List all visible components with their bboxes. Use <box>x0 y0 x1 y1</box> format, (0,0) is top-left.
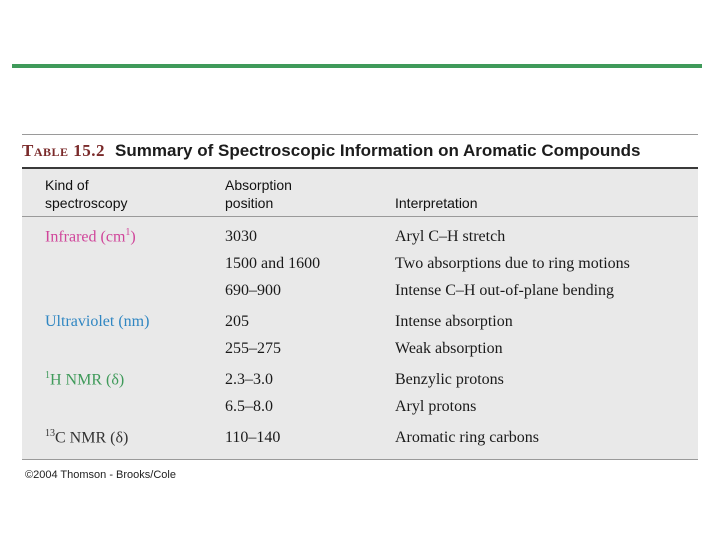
header-kind: Kind of spectroscopy <box>45 177 128 211</box>
interpretation-cell: Two absorptions due to ring motions <box>395 254 630 272</box>
spectroscopy-kind-cell <box>22 370 225 389</box>
absorption-position-cell: 110–140 <box>225 428 281 446</box>
absorption-position-cell: 3030 <box>225 227 257 245</box>
table-row <box>22 250 698 277</box>
spectroscopy-kind-label: C NMR (δ) <box>55 429 129 447</box>
table-number: Table 15.2 <box>22 141 106 160</box>
isotope-superscript: 13 <box>45 427 55 439</box>
interpretation-cell: Aryl protons <box>395 397 477 415</box>
interpretation-cell: Aromatic ring carbons <box>395 428 539 446</box>
spectroscopy-kind-label: H NMR (δ) <box>50 371 125 389</box>
header-position: Absorption position <box>225 177 292 211</box>
interpretation-cell: Intense C–H out-of-plane bending <box>395 281 615 299</box>
absorption-position-cell: 690–900 <box>225 281 281 299</box>
table-row <box>22 308 698 335</box>
absorption-position-cell: 1500 and 1600 <box>225 254 321 272</box>
spectroscopy-kind-label: Ultraviolet (nm) <box>45 312 150 330</box>
spectroscopy-kind-suffix: ) <box>130 228 136 246</box>
spectroscopy-kind-label: Infrared (cm <box>45 228 126 246</box>
spectroscopy-table <box>22 134 698 460</box>
table-row <box>22 424 698 451</box>
table-bottom-rule <box>22 459 698 460</box>
table-row <box>22 393 698 420</box>
table-row <box>22 223 698 250</box>
spectroscopy-kind-cell <box>22 313 225 331</box>
unit-superscript: 1 <box>125 226 131 238</box>
absorption-position-cell: 2.3–3.0 <box>225 370 273 388</box>
isotope-superscript: 1 <box>45 369 50 381</box>
interpretation-cell: Weak absorption <box>395 339 503 357</box>
spectroscopy-kind-cell <box>22 428 225 447</box>
table-row <box>22 277 698 304</box>
top-accent-rule <box>12 64 702 68</box>
absorption-position-cell: 6.5–8.0 <box>225 397 273 415</box>
spectroscopy-kind-cell <box>22 227 225 246</box>
interpretation-cell: Benzylic protons <box>395 370 504 388</box>
absorption-position-cell: 255–275 <box>225 339 281 357</box>
header-interpretation: Interpretation <box>395 195 478 211</box>
copyright-notice: ©2004 Thomson - Brooks/Cole <box>25 469 176 481</box>
table-rows <box>22 217 698 459</box>
table-row <box>22 335 698 362</box>
table-header-row <box>22 169 698 216</box>
table-title: Summary of Spectroscopic Information on Aromatic Compounds <box>115 141 641 160</box>
interpretation-cell: Aryl C–H stretch <box>395 227 506 245</box>
interpretation-cell: Intense absorption <box>395 312 513 330</box>
table-caption <box>22 135 698 167</box>
absorption-position-cell: 205 <box>225 312 249 330</box>
table-row <box>22 366 698 393</box>
table-body <box>22 169 698 459</box>
